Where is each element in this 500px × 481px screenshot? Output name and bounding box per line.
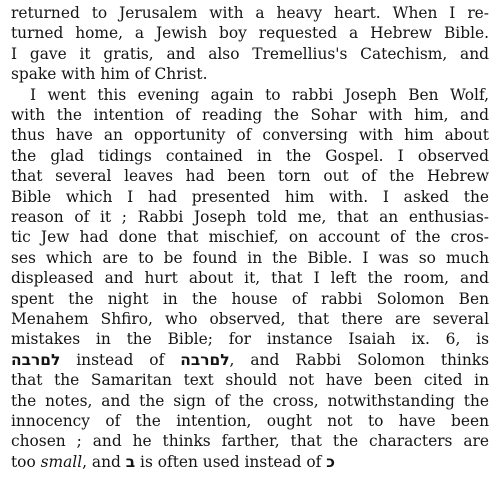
text-line: innocency of the intention, ought not to have been xyxy=(11,412,489,430)
hebrew-word: לםרבה xyxy=(11,350,61,369)
italic-word: small xyxy=(40,452,83,471)
text-line: Bible which I had presented him with. I asked the xyxy=(11,187,489,206)
text-segment: , and Rabbi Solomon thinks xyxy=(229,350,489,369)
text-line: the glad tidings contained in the Gospel. I observed xyxy=(11,146,489,165)
text-line: spent the night in the house of rabbi Solomon Ben xyxy=(11,289,489,308)
text-line: that the Samaritan text should not have been cited in xyxy=(11,371,489,390)
text-line: thus have an opportunity of conversing with him about xyxy=(11,126,489,145)
text-line: tic Jew had done that mischief, on account of the cros- xyxy=(11,228,489,247)
text-line: Menahem Shfiro, who observed, that there are several xyxy=(11,310,489,328)
text-line-with-hebrew xyxy=(11,350,489,371)
text-line: ses which are to be found in the Bible. I was so much xyxy=(11,248,489,267)
paragraph-first-line: I went this evening again to rabbi Joseph Ben Wolf, xyxy=(30,85,489,104)
text-line: I gave it gratis, and also Tremellius's Catechism, and xyxy=(11,44,489,63)
text-line: spake with him of Christ. xyxy=(11,65,208,84)
hebrew-letter: כ xyxy=(326,452,335,471)
text-line: that several leaves had been torn out of the Hebrew xyxy=(11,167,489,186)
text-line: mistakes in the Bible; for instance Isaiah ix. 6, is xyxy=(11,330,489,349)
text-segment: too xyxy=(11,452,41,471)
text-line: with the intention of reading the Sohar with him, and xyxy=(11,106,489,124)
text-line: the notes, and the sign of the cross, notwithstanding the xyxy=(11,391,489,410)
text-segment: instead of xyxy=(60,350,181,369)
text-segment: , and xyxy=(82,452,126,471)
text-segment: is often used instead of xyxy=(135,452,327,471)
text-line: turned home, a Jewish boy requested a Hebrew Bible. xyxy=(11,24,489,43)
hebrew-letter: ב xyxy=(125,452,136,471)
text-line: displeased and hurt about it, that I left the room, and xyxy=(11,269,489,288)
text-line-with-hebrew xyxy=(11,452,489,473)
hebrew-word: לםרבה xyxy=(180,350,230,369)
text-line: returned to Jerusalem with a heavy heart. When I re- xyxy=(11,4,489,22)
text-line: reason of it ; Rabbi Joseph told me, that an enthusias- xyxy=(11,208,489,226)
text-line: chosen ; and he thinks farther, that the characters are xyxy=(11,432,489,451)
